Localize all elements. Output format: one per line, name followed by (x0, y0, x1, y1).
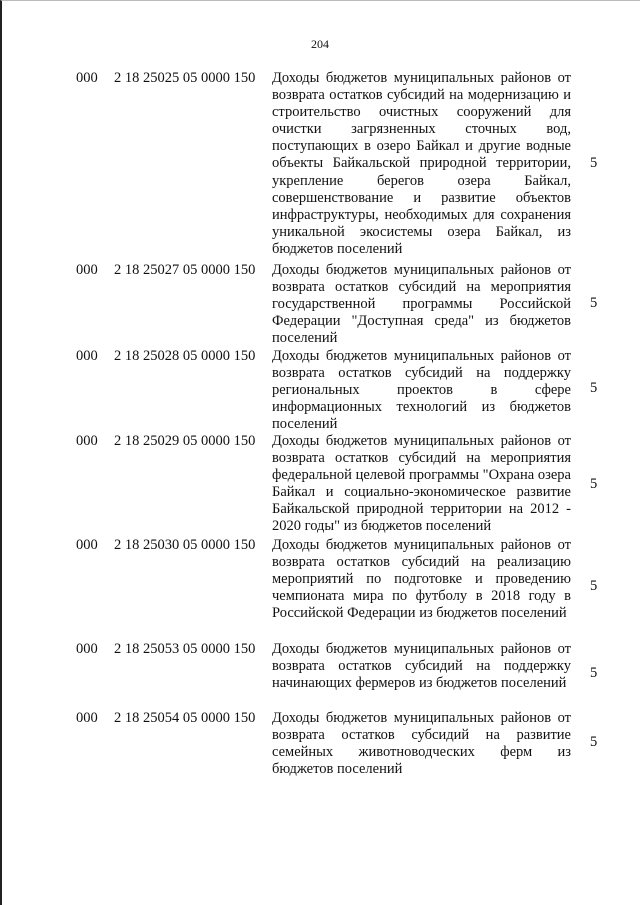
budget-classification-code: 2 18 25053 05 0000 150 (114, 641, 256, 657)
admin-code: 000 (76, 348, 98, 364)
budget-classification-code: 2 18 25029 05 0000 150 (114, 433, 256, 449)
budget-classification-code: 2 18 25054 05 0000 150 (114, 710, 256, 726)
admin-code: 000 (76, 710, 98, 726)
admin-code: 000 (76, 537, 98, 553)
income-description: Доходы бюджетов муниципальных районов от возврата остатков субсидий на развитие семейных животноводческих ферм из бюджетов поселений (272, 710, 571, 778)
norm-value: 5 (590, 155, 598, 171)
norm-value: 5 (590, 476, 598, 492)
budget-classification-code: 2 18 25025 05 0000 150 (114, 70, 256, 86)
norm-value: 5 (590, 734, 598, 750)
income-description: Доходы бюджетов муниципальных районов от возврата остатков субсидий на реализацию мероприятий по подготовке и проведению чемпионата мира по футболу в 2018 году в Российской Федерации из бюджетов поселений (272, 537, 571, 622)
norm-value: 5 (590, 578, 598, 594)
income-description: Доходы бюджетов муниципальных районов от возврата остатков субсидий на поддержку начинающих фермеров из бюджетов поселений (272, 641, 571, 692)
budget-classification-code: 2 18 25030 05 0000 150 (114, 537, 256, 553)
norm-value: 5 (590, 295, 598, 311)
admin-code: 000 (76, 641, 98, 657)
page-number: 204 (311, 37, 329, 51)
income-description: Доходы бюджетов муниципальных районов от возврата остатков субсидий на поддержку региональных проектов в сфере информационных технологий из бюджетов поселений (272, 348, 571, 433)
income-description: Доходы бюджетов муниципальных районов от возврата остатков субсидий на мероприятия государственной программы Российской Федерации "Доступная среда" из бюджетов поселений (272, 262, 571, 347)
budget-classification-code: 2 18 25027 05 0000 150 (114, 262, 256, 278)
income-description: Доходы бюджетов муниципальных районов от возврата остатков субсидий на мероприятия федеральной целевой программы "Охрана озера Байкал и социально-экономическое развитие Байкальской природной территории на 2012 - 2020 годы" из бюджетов поселений (272, 433, 571, 535)
budget-classification-code: 2 18 25028 05 0000 150 (114, 348, 256, 364)
norm-value: 5 (590, 380, 598, 396)
norm-value: 5 (590, 665, 598, 681)
income-description: Доходы бюджетов муниципальных районов от возврата остатков субсидий на модернизацию и строительство очистных сооружений для очистки загрязненных сточных вод, поступающих в озеро Байкал и другие водные объекты Байкальской природной территории, укрепление берегов озера Байкал, совершенствование и развитие объектов инфраструктуры, необходимых для сохранения уникальной экосистемы озера Байкал, из бюджетов поселений (272, 70, 571, 257)
admin-code: 000 (76, 262, 98, 278)
admin-code: 000 (76, 70, 98, 86)
admin-code: 000 (76, 433, 98, 449)
